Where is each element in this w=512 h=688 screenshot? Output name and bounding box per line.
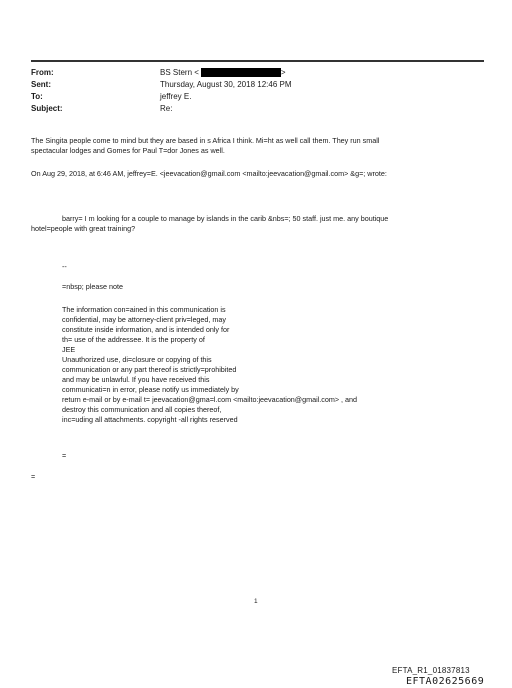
original-line: hotel=people with great training? [31, 224, 136, 233]
disclaimer-line: destroy this communication and all copies thereof, [62, 405, 222, 414]
disclaimer-line: Unauthorized use, di=closure or copying of this [62, 355, 212, 364]
to-value: jeffrey E. [160, 92, 192, 101]
equals-sign: = [62, 451, 67, 460]
disclaimer-line: inc=uding all attachments. copyright -all rights reserved [62, 415, 238, 424]
dashes: -- [62, 262, 67, 271]
bates-stamp-2: EFTA02625669 [406, 676, 485, 687]
disclaimer-line: The information con=ained in this communication is [62, 305, 226, 314]
equals-sign: = [31, 472, 36, 481]
reply-paragraph [31, 136, 379, 156]
disclaimer-line: return e-mail or by e-mail t= jeevacation@gma=l.com <mailto:jeevacation@gmail.com> , and [62, 395, 358, 404]
please-note: =nbsp; please note [62, 282, 123, 291]
redaction-bar [201, 68, 281, 77]
original-line: barry= I m looking for a couple to manage by islands in the carib &nbs=; 50 staff. just me. any boutique [62, 214, 389, 223]
from-sender: BS Stern < [160, 68, 199, 77]
sent-value: Thursday, August 30, 2018 12:46 PM [160, 80, 292, 89]
original-message [31, 214, 388, 234]
from-label: From: [31, 68, 54, 77]
bates-stamp-1: EFTA_R1_01837813 [392, 666, 470, 675]
disclaimer [62, 305, 357, 425]
sent-label: Sent: [31, 80, 51, 89]
disclaimer-line: confidential, may be attorney-client priv=leged, may [62, 315, 226, 324]
header-rule [31, 60, 484, 62]
disclaimer-line: and may be unlawful. If you have received this [62, 375, 210, 384]
reply-line: The Singita people come to mind but they are based in s Africa I think. Mi=ht as well call them. They run small [31, 136, 380, 145]
disclaimer-line: JEE [62, 345, 76, 354]
subject-label: Subject: [31, 104, 63, 113]
page-number: 1 [254, 598, 258, 605]
disclaimer-line: communication or any part thereof is strictly=prohibited [62, 365, 237, 374]
from-value [160, 68, 286, 77]
reply-line: spectacular lodges and Gomes for Paul T=dor Jones as well. [31, 146, 225, 155]
subject-value: Re: [160, 104, 173, 113]
disclaimer-line: constitute inside information, and is intended only for [62, 325, 230, 334]
from-close: > [280, 68, 286, 77]
disclaimer-line: th= use of the addressee. It is the property of [62, 335, 205, 344]
disclaimer-line: communicati=n in error, please notify us immediately by [62, 385, 239, 394]
to-label: To: [31, 92, 43, 101]
quote-header: On Aug 29, 2018, at 6:46 AM, jeffrey=E. <jeevacation@gmail.com <mailto:jeevacation@gmail.com> &g=; wrote: [31, 169, 387, 178]
